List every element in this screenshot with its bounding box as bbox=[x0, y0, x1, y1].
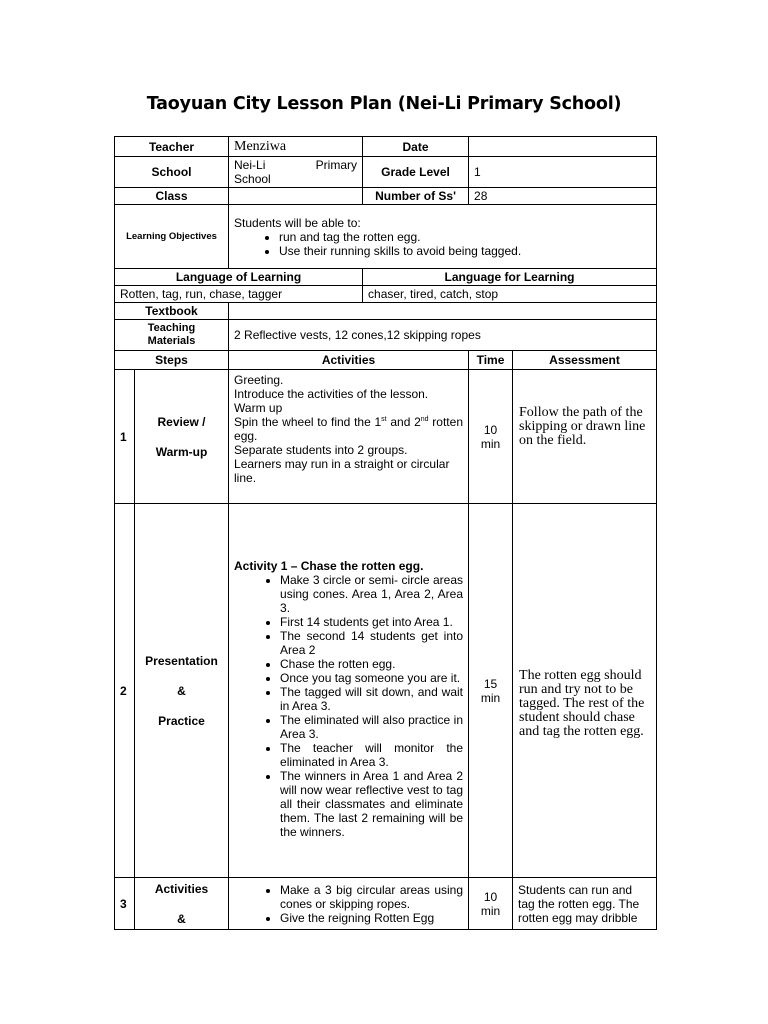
language-of-learning-label: Language of Learning bbox=[115, 269, 363, 286]
step-time-unit: min bbox=[480, 904, 501, 918]
number-value: 28 bbox=[469, 188, 657, 205]
activity-item: • The second 14 students get into Area 2 bbox=[280, 629, 463, 657]
step-activities bbox=[229, 504, 469, 878]
number-label: Number of Ss' bbox=[363, 188, 469, 205]
objective-item: • run and tag the rotten egg. bbox=[279, 230, 651, 244]
step-assessment: Students can run and tag the rotten egg. The rotten egg may dribble bbox=[513, 878, 657, 930]
step-row-2 bbox=[115, 504, 657, 878]
teacher-row bbox=[115, 137, 657, 157]
activity-line: Warm up bbox=[234, 401, 283, 415]
date-label: Date bbox=[363, 137, 469, 157]
school-value-part3: School bbox=[234, 172, 271, 186]
step-row-3 bbox=[115, 878, 657, 930]
materials-value: 2 Reflective vests, 12 cones,12 skipping ropes bbox=[229, 320, 657, 351]
language-value-row bbox=[115, 286, 657, 303]
activity-title: Activity 1 – Chase the rotten egg. bbox=[234, 558, 424, 573]
activity-line: Greeting. bbox=[234, 373, 284, 387]
materials-label-line1: Teaching bbox=[147, 322, 196, 334]
date-value bbox=[469, 137, 657, 157]
class-value bbox=[229, 188, 363, 205]
objectives-row bbox=[115, 205, 657, 269]
step-time-unit: min bbox=[480, 690, 501, 705]
activity-line-spin: Spin the wheel to find the 1st and 2nd rotten egg. bbox=[234, 415, 463, 443]
step-time bbox=[469, 370, 513, 504]
activity-item: • First 14 students get into Area 1. bbox=[280, 615, 463, 629]
step-time-value: 10 bbox=[483, 890, 498, 904]
step-name bbox=[135, 878, 229, 930]
school-label: School bbox=[115, 157, 229, 188]
step-time-value: 15 bbox=[483, 676, 498, 691]
activity-item: • Make 3 circle or semi- circle areas using cones. Area 1, Area 2, Area 3. bbox=[280, 573, 463, 615]
language-for-learning-value: chaser, tired, catch, stop bbox=[363, 286, 657, 303]
step-row-1 bbox=[115, 370, 657, 504]
assessment-header: Assessment bbox=[513, 351, 657, 370]
steps-header: Steps bbox=[115, 351, 229, 370]
textbook-row bbox=[115, 303, 657, 320]
textbook-label: Textbook bbox=[115, 303, 229, 320]
steps-header-row bbox=[115, 351, 657, 370]
step-name-line1: Activities bbox=[154, 882, 209, 896]
class-label: Class bbox=[115, 188, 229, 205]
objectives-intro: Students will be able to: bbox=[234, 215, 361, 230]
step-time-value: 10 bbox=[483, 422, 498, 437]
activity-item: • Make a 3 big circular areas using cones or skipping ropes. bbox=[280, 883, 463, 911]
step-number: 3 bbox=[115, 878, 135, 930]
step-name-line2: & bbox=[177, 683, 186, 698]
lesson-plan-table bbox=[114, 136, 657, 930]
materials-row bbox=[115, 320, 657, 351]
step-name-line2: & bbox=[177, 912, 186, 926]
activity-line: Introduce the activities of the lesson. bbox=[234, 387, 429, 401]
step-name bbox=[135, 370, 229, 504]
activity-line: Learners may run in a straight or circular line. bbox=[234, 457, 450, 485]
class-row bbox=[115, 188, 657, 205]
school-value-part1: Nei-Li bbox=[234, 158, 266, 172]
page-title: Taoyuan City Lesson Plan (Nei-Li Primary School) bbox=[146, 94, 622, 114]
objective-item: • Use their running skills to avoid being tagged. bbox=[279, 244, 651, 258]
grade-value: 1 bbox=[469, 157, 657, 188]
language-header-row bbox=[115, 269, 657, 286]
school-row bbox=[115, 157, 657, 188]
materials-label bbox=[115, 320, 229, 351]
activity-item: • Chase the rotten egg. bbox=[280, 657, 463, 671]
grade-label: Grade Level bbox=[363, 157, 469, 188]
step-name-line1: Presentation bbox=[145, 653, 218, 668]
step-activities bbox=[229, 370, 469, 504]
language-of-learning-value: Rotten, tag, run, chase, tagger bbox=[115, 286, 363, 303]
step-time bbox=[469, 878, 513, 930]
teacher-label: Teacher bbox=[115, 137, 229, 157]
objectives-label: Learning Objectives bbox=[115, 205, 229, 269]
step-number: 2 bbox=[115, 504, 135, 878]
activity-item: • The teacher will monitor the eliminated in Area 3. bbox=[280, 741, 463, 769]
step-time-unit: min bbox=[480, 436, 501, 451]
step-name-line1: Review / bbox=[157, 414, 206, 429]
time-header: Time bbox=[469, 351, 513, 370]
teacher-value: Menziwa bbox=[229, 137, 363, 157]
step-name-line3: Practice bbox=[158, 713, 205, 728]
materials-label-line2: Materials bbox=[147, 335, 196, 347]
step-assessment: The rotten egg should run and try not to be tagged. The rest of the student should chase and tag the rotten egg. bbox=[513, 504, 657, 878]
activity-item: • The eliminated will also practice in Area 3. bbox=[280, 713, 463, 741]
step-number: 1 bbox=[115, 370, 135, 504]
step-time bbox=[469, 504, 513, 878]
step-activities bbox=[229, 878, 469, 930]
textbook-value bbox=[229, 303, 657, 320]
activity-item: • The tagged will sit down, and wait in Area 3. bbox=[280, 685, 463, 713]
step-assessment: Follow the path of the skipping or drawn line on the field. bbox=[513, 370, 657, 504]
step-name bbox=[135, 504, 229, 878]
activity-item: • Once you tag someone you are it. bbox=[280, 671, 463, 685]
objectives-content bbox=[229, 205, 657, 269]
step-name-line2: Warm-up bbox=[155, 444, 208, 459]
activity-item: • The winners in Area 1 and Area 2 will now wear reflective vest to tag all their classmates and eliminate them. The last 2 remaining will be the winners. bbox=[280, 769, 463, 839]
activity-item: • Give the reigning Rotten Egg bbox=[280, 911, 463, 925]
activities-header: Activities bbox=[229, 351, 469, 370]
school-value-part2: Primary bbox=[315, 158, 358, 172]
activity-line: Separate students into 2 groups. bbox=[234, 443, 408, 457]
language-for-learning-label: Language for Learning bbox=[363, 269, 657, 286]
school-value bbox=[229, 157, 363, 188]
